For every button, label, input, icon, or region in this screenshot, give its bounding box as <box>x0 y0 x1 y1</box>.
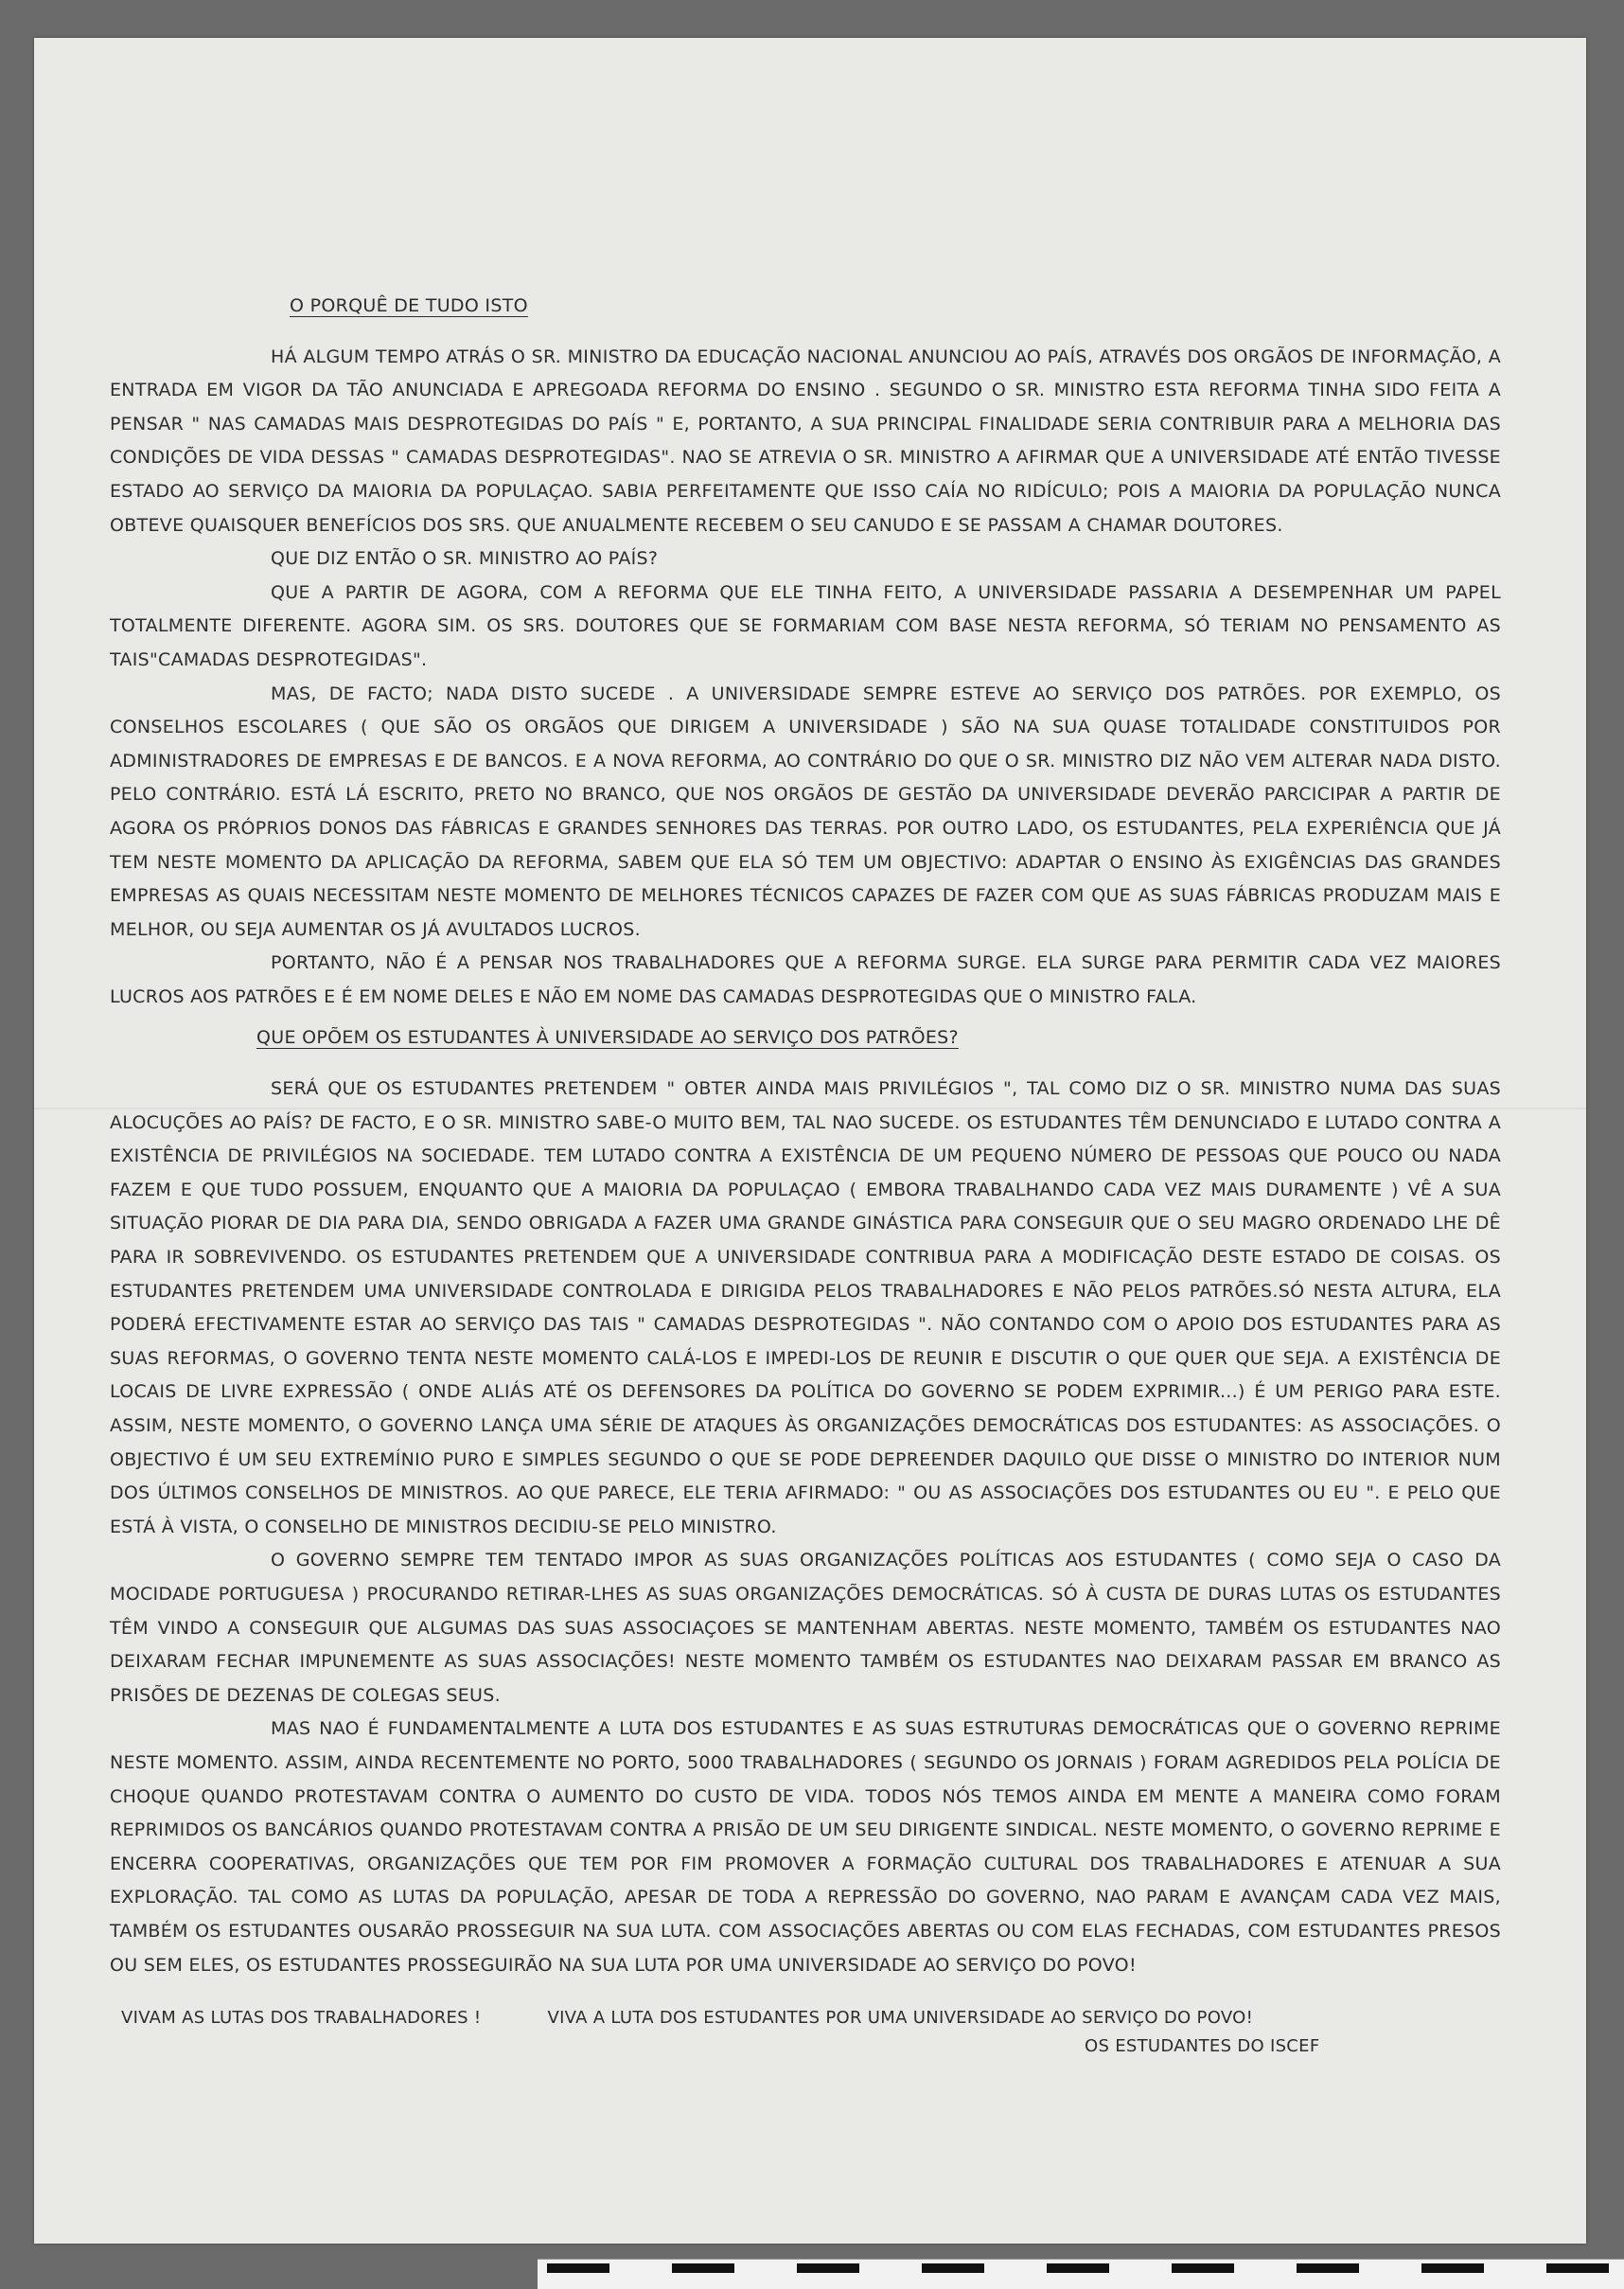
paragraph: QUE A PARTIR DE AGORA, COM A REFORMA QUE ELE TINHA FEITO, A UNIVERSIDADE PASSARIA A DESEMPENHAR UM PAPEL TOTALMENTE DIFERENTE. AGORA SIM. OS SRS. DOUTORES QUE SE FORMARIAM COM BASE NESTA REFORMA, SÓ TERIAM NO PENSAMENTO AS TAIS"CAMADAS DESPROTEGIDAS". <box>110 581 1501 670</box>
paragraph: SERÁ QUE OS ESTUDANTES PRETENDEM " OBTER AINDA MAIS PRIVILÉGIOS ", TAL COMO DIZ O SR. MINISTRO NUMA DAS SUAS ALOCUÇÕES AO PAÍS? DE FACTO, E O SR. MINISTRO SABE-O MUITO BEM, TAL NAO SUCEDE. OS ESTUDANTES TÊM DENUNCIADO E LUTADO CONTRA A EXISTÊNCIA DE PRIVILÉGIOS NA SOCIEDADE. TEM LUTADO CONTRA A EXISTÊNCIA DE UM PEQUENO NÚMERO DE PESSOAS QUE POUCO OU NADA FAZEM E QUE TUDO POSSUEM, ENQUANTO QUE A MAIORIA DA POPULAÇAO ( EMBORA TRABALHANDO CADA VEZ MAIS DURAMENTE ) VÊ A SUA SITUAÇÃO PIORAR DE DIA PARA DIA, SENDO OBRIGADA A FAZER UMA GRANDE GINÁSTICA PARA CONSEGUIR QUE O SEU MAGRO ORDENADO LHE DÊ PARA IR SOBREVIVENDO. OS ESTUDANTES PRETENDEM QUE A UNIVERSIDADE CONTRIBUA PARA A MODIFICAÇÃO DESTE ESTADO DE COISAS. OS ESTUDANTES PRETENDEM UMA UNIVERSIDADE CONTROLADA E DIRIGIDA PELOS TRABALHADORES E NÃO PELOS PATRÕES.SÓ NESTA ALTURA, ELA PODERÁ EFECTIVAMENTE ESTAR AO SERVIÇO DAS TAIS " CAMADAS DESPROTEGIDAS ". NÃO CONTANDO COM O APOIO DOS ESTUDANTES PARA AS SUAS REFORMAS, O GOVERNO TENTA NESTE MOMENTO CALÁ-LOS E IMPEDI-LOS DE REUNIR E DISCUTIR O QUE QUER QUE SEJA. A EXISTÊNCIA DE LOCAIS DE LIVRE EXPRESSÃO ( ONDE ALIÁS ATÉ OS DEFENSORES DA POLÍTICA DO GOVERNO SE PODEM EXPRIMIR...) É UM PERIGO PARA ESTE. ASSIM, NESTE MOMENTO, O GOVERNO LANÇA UMA SÉRIE DE ATAQUES ÀS ORGANIZAÇÕES DEMOCRÁTICAS DOS ESTUDANTES: AS ASSOCIAÇÕES. O OBJECTIVO É UM SEU EXTREMÍNIO PURO E SIMPLES SEGUNDO O QUE SE PODE DEPREENDER DAQUILO QUE DISSE O MINISTRO DO INTERIOR NUM DOS ÚLTIMOS CONSELHOS DE MINISTROS. AO QUE PARECE, ELE TERIA AFIRMADO: " OU AS ASSOCIAÇÕES DOS ESTUDANTES OU EU ". E PELO QUE ESTÁ À VISTA, O CONSELHO DE MINISTROS DECIDIU-SE PELO MINISTRO. <box>110 1078 1501 1537</box>
paragraph: O GOVERNO SEMPRE TEM TENTADO IMPOR AS SUAS ORGANIZAÇÕES POLÍTICAS AOS ESTUDANTES ( COMO SEJA O CASO DA MOCIDADE PORTUGUESA ) PROCURANDO RETIRAR-LHES AS SUAS ORGANIZAÇÕES DEMOCRÁTICAS. SÓ À CUSTA DE DURAS LUTAS OS ESTUDANTES TÊM VINDO A CONSEGUIR QUE ALGUMAS DAS SUAS ASSOCIAÇOES SE MANTENHAM ABERTAS. NESTE MOMENTO, TAMBÉM OS ESTUDANTES NAO DEIXARAM FECHAR IMPUNEMENTE AS SUAS ASSOCIAÇÕES! NESTE MOMENTO TAMBÉM OS ESTUDANTES NAO DEIXARAM PASSAR EM BRANCO AS PRISÕES DE DEZENAS DE COLEGAS SEUS. <box>110 1550 1501 1706</box>
signoff <box>110 2001 1501 2058</box>
signature: OS ESTUDANTES DO ISCEF <box>1085 2035 1320 2056</box>
paragraph: MAS, DE FACTO; NADA DISTO SUCEDE . A UNIVERSIDADE SEMPRE ESTEVE AO SERVIÇO DOS PATRÕES. POR EXEMPLO, OS CONSELHOS ESCOLARES ( QUE SÃO OS ORGÃOS QUE DIRIGEM A UNIVERSIDADE ) SÃO NA SUA QUASE TOTALIDADE CONSTITUIDOS POR ADMINISTRADORES DE EMPRESAS E DE BANCOS. E A NOVA REFORMA, AO CONTRÁRIO DO QUE O SR. MINISTRO DIZ NÃO VEM ALTERAR NADA DISTO. PELO CONTRÁRIO. ESTÁ LÁ ESCRITO, PRETO NO BRANCO, QUE NOS ORGÃOS DE GESTÃO DA UNIVERSIDADE DEVERÃO PARCICIPAR A PARTIR DE AGORA OS PRÓPRIOS DONOS DAS FÁBRICAS E GRANDES SENHORES DAS TERRAS. POR OUTRO LADO, OS ESTUDANTES, PELA EXPERIÊNCIA QUE JÁ TEM NESTE MOMENTO DA APLICAÇÃO DA REFORMA, SABEM QUE ELA SÓ TEM UM OBJECTIVO: ADAPTAR O ENSINO ÀS EXIGÊNCIAS DAS GRANDES EMPRESAS AS QUAIS NECESSITAM NESTE MOMENTO DE MELHORES TÉCNICOS CAPAZES DE FAZER COM QUE AS SUAS FÁBRICAS PRODUZAM MAIS E MELHOR, OU SEJA AUMENTAR OS JÁ AVULTADOS LUCROS. <box>110 683 1501 940</box>
heading-why: O PORQUÊ DE TUDO ISTO <box>290 295 528 316</box>
closing-slogans <box>110 2001 1501 2035</box>
heading-students-oppose: QUE OPÕEM OS ESTUDANTES À UNIVERSIDADE AO SERVIÇO DOS PATRÕES? <box>256 1027 959 1049</box>
scale-ruler <box>538 2259 1624 2289</box>
paragraph: QUE DIZ ENTÃO O SR. MINISTRO AO PAÍS? <box>271 548 659 570</box>
closing-slogan-workers: VIVAM AS LUTAS DOS TRABALHADORES ! <box>121 2008 482 2029</box>
paragraph: MAS NAO É FUNDAMENTALMENTE A LUTA DOS ESTUDANTES E AS SUAS ESTRUTURAS DEMOCRÁTICAS QUE O GOVERNO REPRIME NESTE MOMENTO. ASSIM, AINDA RECENTEMENTE NO PORTO, 5000 TRABALHADORES ( SEGUNDO OS JORNAIS ) FORAM AGREDIDOS PELA POLÍCIA DE CHOQUE QUANDO PROTESTAVAM CONTRA O AUMENTO DO CUSTO DE VIDA. TODOS NÓS TEMOS AINDA EM MENTE A MANEIRA COMO FORAM REPRIMIDOS OS BANCÁRIOS QUANDO PROTESTAVAM CONTRA A PRISÃO DE UM SEU DIRIGENTE SINDICAL. NESTE MOMENTO, O GOVERNO REPRIME E ENCERRA COOPERATIVAS, ORGANIZAÇÕES QUE TEM POR FIM PROMOVER A FORMAÇÃO CULTURAL DOS TRABALHADORES E ATENUAR A SUA EXPLORAÇÃO. TAL COMO AS LUTAS DA POPULAÇÃO, APESAR DE TODA A REPRESSÃO DO GOVERNO, NAO PARAM E AVANÇAM CADA VEZ MAIS, TAMBÉM OS ESTUDANTES OUSARÃO PROSSEGUIR NA SUA LUTA. COM ASSOCIAÇÕES ABERTAS OU COM ELAS FECHADAS, COM ESTUDANTES PRESOS OU SEM ELES, OS ESTUDANTES PROSSEGUIRÃO NA SUA LUTA POR UMA UNIVERSIDADE AO SERVIÇO DO POVO! <box>110 1718 1501 1976</box>
paragraph: PORTANTO, NÃO É A PENSAR NOS TRABALHADORES QUE A REFORMA SURGE. ELA SURGE PARA PERMITIR CADA VEZ MAIORES LUCROS AOS PATRÕES E É EM NOME DELES E NÃO EM NOME DAS CAMADAS DESPROTEGIDAS QUE O MINISTRO FALA. <box>110 952 1501 1007</box>
document-sheet <box>34 38 1586 2244</box>
paragraph: HÁ ALGUM TEMPO ATRÁS O SR. MINISTRO DA EDUCAÇÃO NACIONAL ANUNCIOU AO PAÍS, ATRAVÉS DOS ORGÃOS DE INFORMAÇÃO, A ENTRADA EM VIGOR DA TÃO ANUNCIADA E APREGOADA REFORMA DO ENSINO . SEGUNDO O SR. MINISTRO ESTA REFORMA TINHA SIDO FEITA A PENSAR " NAS CAMADAS MAIS DESPROTEGIDAS DO PAÍS " E, PORTANTO, A SUA PRINCIPAL FINALIDADE SERIA CONTRIBUIR PARA A MELHORIA DAS CONDIÇÕES DE VIDA DESSAS " CAMADAS DESPROTEGIDAS". NAO SE ATREVIA O SR. MINISTRO A AFIRMAR QUE A UNIVERSIDADE ATÉ ENTÃO TIVESSE ESTADO AO SERVIÇO DA MAIORIA DA POPULAÇAO. SABIA PERFEITAMENTE QUE ISSO CAÍA NO RIDÍCULO; POIS A MAIORIA DA POPULAÇÃO NUNCA OBTEVE QUAISQUER BENEFÍCIOS DOS SRS. QUE ANUALMENTE RECEBEM O SEU CANUDO E SE PASSAM A CHAMAR DOUTORES. <box>110 346 1501 536</box>
closing-slogan-students: VIVA A LUTA DOS ESTUDANTES POR UMA UNIVERSIDADE AO SERVIÇO DO POVO! <box>547 2008 1254 2029</box>
document-body <box>110 252 1501 2058</box>
